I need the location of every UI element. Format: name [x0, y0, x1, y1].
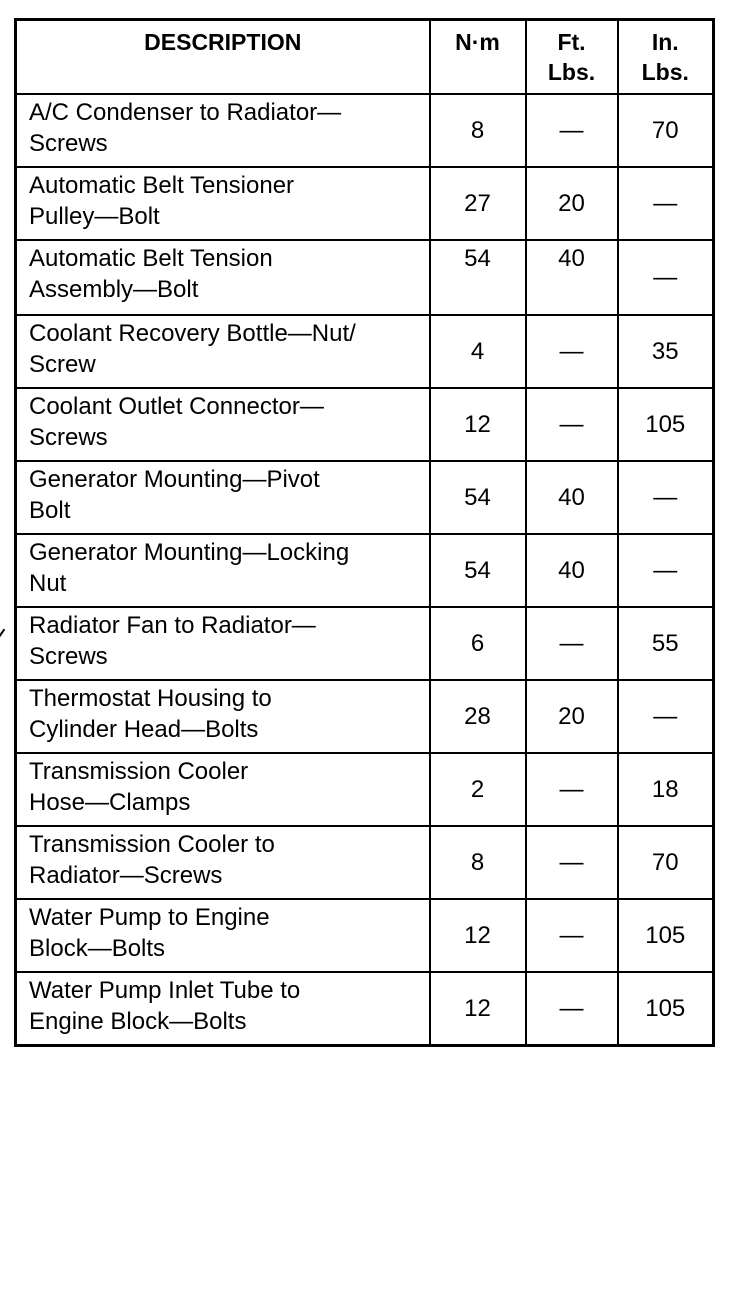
inch-pounds-cell: 55 [618, 607, 714, 680]
header-foot-pounds-line2: Lbs. [547, 59, 596, 85]
description-cell [16, 94, 430, 167]
description-line2: Cylinder Head—Bolts [29, 715, 259, 743]
table-row [16, 461, 714, 534]
description-line2: Assembly—Bolt [29, 275, 199, 303]
description-line1: Radiator Fan to Radiator— [29, 611, 316, 639]
description-line1: Generator Mounting—Pivot [29, 465, 320, 493]
newton-meters-cell: 54 [430, 534, 526, 607]
foot-pounds-cell: 20 [526, 167, 618, 240]
newton-meters-cell: 6 [430, 607, 526, 680]
description-line2: Bolt [29, 496, 71, 524]
header-inch-pounds [618, 20, 714, 94]
inch-pounds-cell: 70 [618, 826, 714, 899]
newton-meters-cell: 8 [430, 826, 526, 899]
inch-pounds-cell: — [618, 167, 714, 240]
newton-meters-cell: 12 [430, 899, 526, 972]
foot-pounds-cell: — [526, 826, 618, 899]
torque-specifications-table [14, 18, 715, 1047]
header-foot-pounds [526, 20, 618, 94]
newton-meters-cell: 28 [430, 680, 526, 753]
description-line1: A/C Condenser to Radiator— [29, 98, 342, 126]
header-inch-pounds-line2: Lbs. [641, 59, 689, 85]
header-foot-pounds-line1: Ft. [557, 29, 586, 55]
description-line2: Block—Bolts [29, 934, 166, 962]
description-line2: Screw [29, 350, 96, 378]
newton-meters-cell: 27 [430, 167, 526, 240]
foot-pounds-cell: — [526, 607, 618, 680]
table-row [16, 534, 714, 607]
description-cell [16, 167, 430, 240]
description-line1: Transmission Cooler to [29, 830, 275, 858]
newton-meters-cell: 12 [430, 972, 526, 1046]
table-row [16, 607, 714, 680]
description-cell [16, 972, 430, 1046]
foot-pounds-cell: — [526, 94, 618, 167]
description-line2: Engine Block—Bolts [29, 1007, 247, 1035]
description-line2: Pulley—Bolt [29, 202, 160, 230]
description-cell [16, 826, 430, 899]
inch-pounds-cell: — [618, 240, 714, 315]
foot-pounds-cell: 40 [526, 534, 618, 607]
newton-meters-cell: 2 [430, 753, 526, 826]
description-line1: Coolant Outlet Connector— [29, 392, 324, 420]
newton-meters-cell: 12 [430, 388, 526, 461]
description-cell [16, 534, 430, 607]
header-row [16, 20, 714, 94]
table-row [16, 972, 714, 1046]
table-row [16, 753, 714, 826]
inch-pounds-cell: 70 [618, 94, 714, 167]
table-row [16, 94, 714, 167]
margin-tick-mark [0, 629, 10, 642]
inch-pounds-cell: 105 [618, 388, 714, 461]
inch-pounds-cell: 35 [618, 315, 714, 388]
description-cell [16, 680, 430, 753]
description-line2: Screws [29, 423, 108, 451]
foot-pounds-cell: 20 [526, 680, 618, 753]
foot-pounds-cell: — [526, 388, 618, 461]
table-row [16, 388, 714, 461]
description-line1: Water Pump Inlet Tube to [29, 976, 301, 1004]
inch-pounds-cell: — [618, 461, 714, 534]
description-line2: Nut [29, 569, 67, 597]
table-row [16, 899, 714, 972]
description-line1: Transmission Cooler [29, 757, 249, 785]
description-line2: Radiator—Screws [29, 861, 223, 889]
table-header [16, 20, 714, 94]
description-line1: Coolant Recovery Bottle—Nut/ [29, 319, 356, 347]
foot-pounds-cell: 40 [526, 240, 618, 315]
header-description: DESCRIPTION [16, 20, 430, 94]
description-cell [16, 753, 430, 826]
inch-pounds-cell: — [618, 534, 714, 607]
foot-pounds-cell: — [526, 972, 618, 1046]
description-line1: Thermostat Housing to [29, 684, 272, 712]
description-line2: Screws [29, 129, 108, 157]
table-row [16, 240, 714, 315]
table-row [16, 826, 714, 899]
description-line2: Hose—Clamps [29, 788, 191, 816]
description-cell [16, 899, 430, 972]
foot-pounds-cell: — [526, 315, 618, 388]
description-line1: Automatic Belt Tension [29, 244, 273, 272]
header-newton-meters: N·m [430, 20, 526, 94]
description-line2: Screws [29, 642, 108, 670]
description-cell [16, 607, 430, 680]
inch-pounds-cell: — [618, 680, 714, 753]
foot-pounds-cell: 40 [526, 461, 618, 534]
description-line1: Automatic Belt Tensioner [29, 171, 295, 199]
newton-meters-cell: 54 [430, 240, 526, 315]
description-cell [16, 388, 430, 461]
newton-meters-cell: 54 [430, 461, 526, 534]
table-body [16, 94, 714, 1046]
table-row [16, 167, 714, 240]
description-line1: Water Pump to Engine [29, 903, 270, 931]
inch-pounds-cell: 105 [618, 899, 714, 972]
table-row [16, 680, 714, 753]
description-cell [16, 240, 430, 315]
table-row [16, 315, 714, 388]
header-inch-pounds-line1: In. [651, 29, 679, 55]
foot-pounds-cell: — [526, 899, 618, 972]
newton-meters-cell: 4 [430, 315, 526, 388]
description-cell [16, 461, 430, 534]
inch-pounds-cell: 18 [618, 753, 714, 826]
foot-pounds-cell: — [526, 753, 618, 826]
newton-meters-cell: 8 [430, 94, 526, 167]
inch-pounds-cell: 105 [618, 972, 714, 1046]
description-line1: Generator Mounting—Locking [29, 538, 350, 566]
description-cell [16, 315, 430, 388]
